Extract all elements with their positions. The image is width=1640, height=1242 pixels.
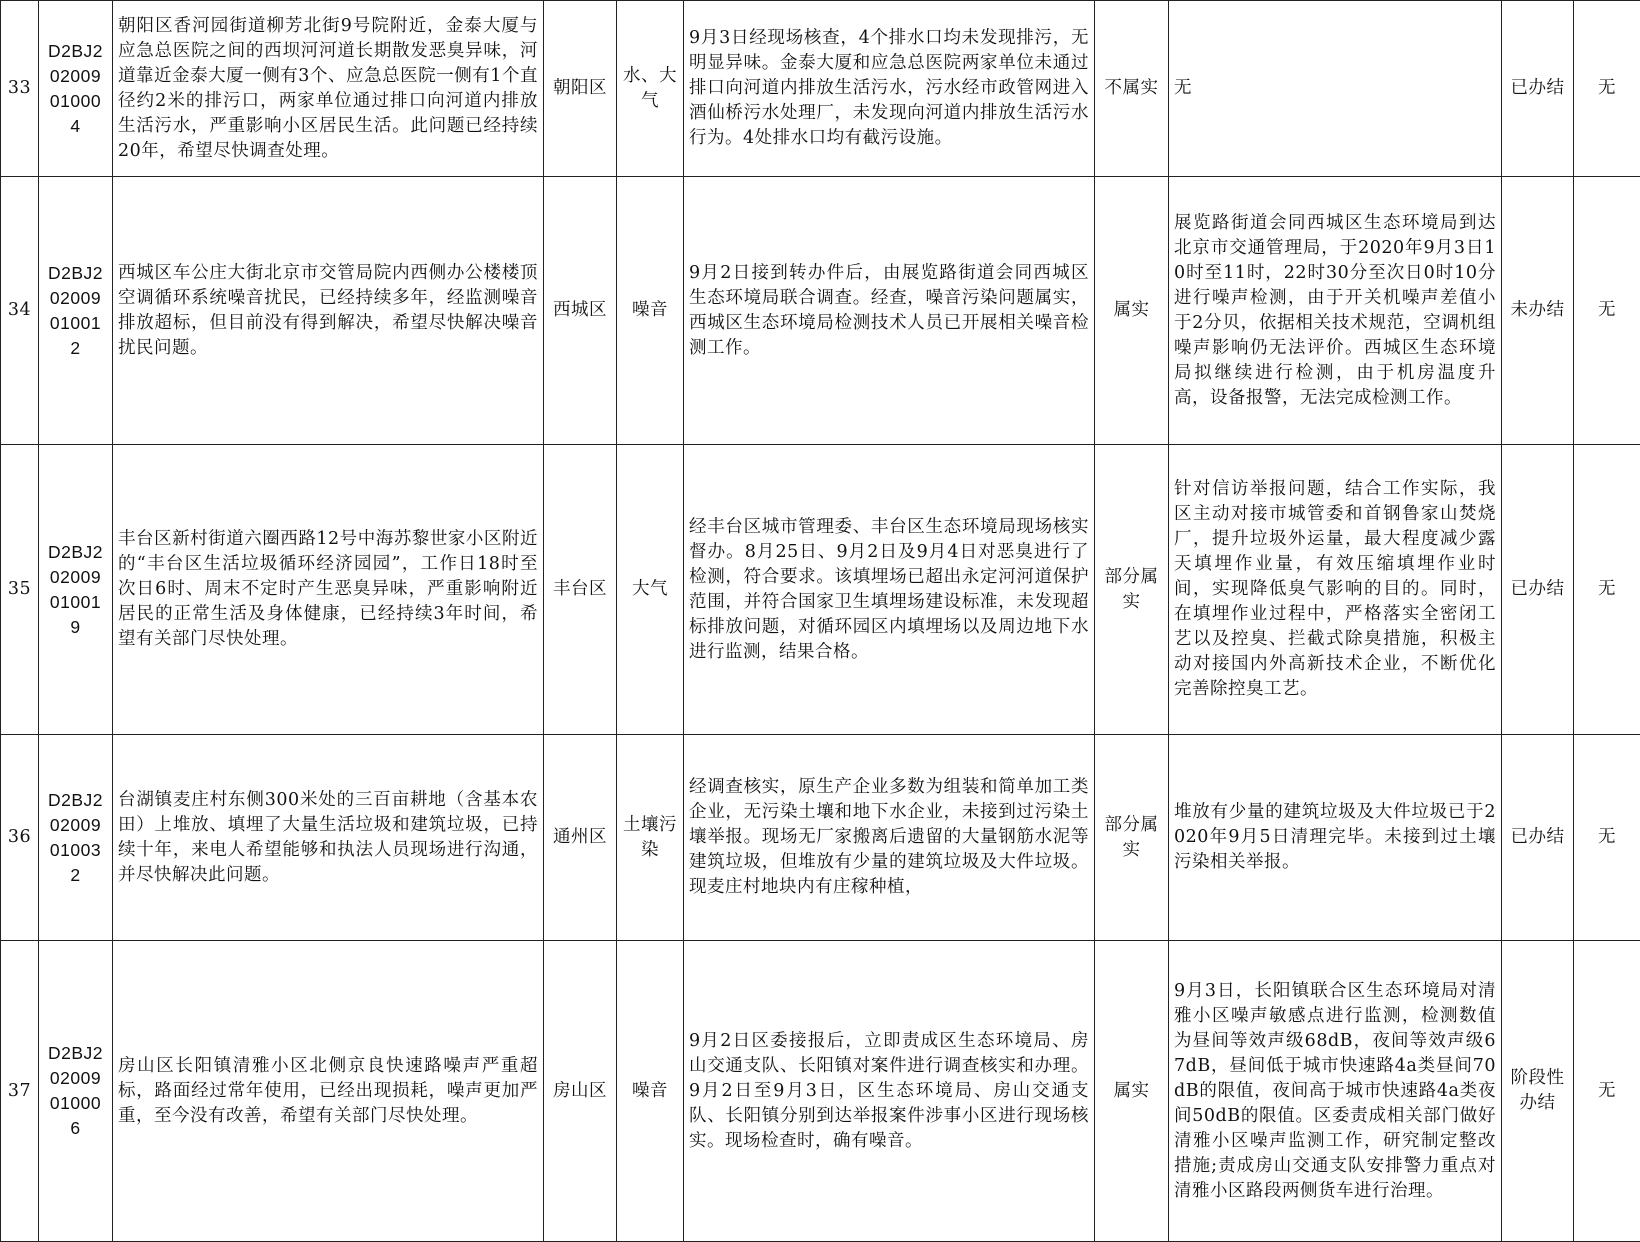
row-number: 34 (1, 177, 39, 445)
case-code-part: 01000 (44, 1091, 107, 1116)
rectification-cell: 9月3日，长阳镇联合区生态环境局对清雅小区噪声敏感点进行监测，检测数值为昼间等效声级68dB，夜间等效声级67dB，昼间低于城市快速路4a类昼间70dB的限值，夜间高于城市快速路4a类夜间50dB的限值。区委责成相关部门做好清雅小区噪声监测工作，研究制定整改措施;责成房山交通支队安排警力重点对清雅小区路段两侧货车进行治理。 (1169, 941, 1502, 1242)
rectification-cell: 无 (1169, 1, 1502, 177)
case-code-part: D2BJ2 (44, 788, 107, 813)
table-row (1, 1, 1640, 177)
status-cell: 已办结 (1502, 445, 1574, 735)
district-cell: 西城区 (544, 177, 617, 445)
status-cell: 已办结 (1502, 1, 1574, 177)
row-number: 36 (1, 735, 39, 941)
case-code-part: 01001 (44, 311, 107, 336)
row-number: 33 (1, 1, 39, 177)
district-cell: 通州区 (544, 735, 617, 941)
case-code-part: 02009 (44, 1066, 107, 1091)
investigation-findings: 经丰台区城市管理委、丰台区生态环境局现场核实督办。8月25日、9月2日及9月4日对恶臭进行了检测，符合要求。该填埋场已超出永定河河道保护范围，并符合国家卫生填埋场建设标准，未发现超标排放问题，对循环园区内填埋场以及周边地下水进行监测，结果合格。 (684, 445, 1095, 735)
case-code (39, 445, 113, 735)
accountability-cell: 无 (1574, 177, 1640, 445)
table-row (1, 445, 1640, 735)
pollution-type-cell: 水、大气 (617, 1, 684, 177)
table-row (1, 941, 1640, 1242)
case-code-part: 01001 (44, 590, 107, 615)
case-code-part: D2BJ2 (44, 39, 107, 64)
rectification-cell: 堆放有少量的建筑垃圾及大件垃圾已于2020年9月5日清理完毕。未接到过土壤污染相关举报。 (1169, 735, 1502, 941)
investigation-findings: 经调查核实，原生产企业多数为组装和简单加工类企业，无污染土壤和地下水企业，未接到过污染土壤举报。现场无厂家搬离后遗留的大量钢筋水泥等建筑垃圾，但堆放有少量的建筑垃圾及大件垃圾。现麦庄村地块内有庄稼种植， (684, 735, 1095, 941)
accountability-cell: 无 (1574, 1, 1640, 177)
pollution-type-cell: 土壤污染 (617, 735, 684, 941)
case-code-part: 2 (44, 863, 107, 888)
case-code-part: 9 (44, 615, 107, 640)
status-cell: 未办结 (1502, 177, 1574, 445)
complaint-description: 朝阳区香河园街道柳芳北街9号院附近，金泰大厦与应急总医院之间的西坝河河道长期散发恶臭异味，河道靠近金泰大厦一侧有3个、应急总医院一侧有1个直径约2米的排污口，两家单位通过排口向河道内排放生活污水，严重影响小区居民生活。此问题已经持续20年，希望尽快调查处理。 (113, 1, 544, 177)
case-code-part: D2BJ2 (44, 261, 107, 286)
case-code (39, 735, 113, 941)
case-code-part: 01003 (44, 838, 107, 863)
pollution-type-cell: 噪音 (617, 941, 684, 1242)
case-code (39, 941, 113, 1242)
case-code (39, 1, 113, 177)
table-row (1, 177, 1640, 445)
investigation-findings: 9月2日区委接报后，立即责成区生态环境局、房山交通支队、长阳镇对案件进行调查核实和办理。9月2日至9月3日，区生态环境局、房山交通支队、长阳镇分别到达举报案件涉事小区进行现场核实。现场检查时，确有噪音。 (684, 941, 1095, 1242)
case-code-part: 02009 (44, 64, 107, 89)
case-code-part: D2BJ2 (44, 540, 107, 565)
investigation-findings: 9月3日经现场核查，4个排水口均未发现排污，无明显异味。金泰大厦和应急总医院两家单位未通过排口向河道内排放生活污水，污水经市政管网进入酒仙桥污水处理厂，未发现向河道内排放生活污水行为。4处排水口均有截污设施。 (684, 1, 1095, 177)
verdict-cell: 属实 (1095, 177, 1169, 445)
case-code-part: 01000 (44, 89, 107, 114)
investigation-findings: 9月2日接到转办件后，由展览路街道会同西城区生态环境局联合调查。经查，噪音污染问题属实，西城区生态环境局检测技术人员已开展相关噪音检测工作。 (684, 177, 1095, 445)
complaint-description: 西城区车公庄大街北京市交管局院内西侧办公楼楼顶空调循环系统噪音扰民，已经持续多年，经监测噪音排放超标，但目前没有得到解决，希望尽快解决噪音扰民问题。 (113, 177, 544, 445)
status-cell: 已办结 (1502, 735, 1574, 941)
verdict-cell: 部分属实 (1095, 735, 1169, 941)
complaint-description: 台湖镇麦庄村东侧300米处的三百亩耕地（含基本农田）上堆放、填埋了大量生活垃圾和建筑垃圾，已持续十年，来电人希望能够和执法人员现场进行沟通，并尽快解决此问题。 (113, 735, 544, 941)
accountability-cell: 无 (1574, 735, 1640, 941)
case-code-part: 02009 (44, 565, 107, 590)
district-cell: 丰台区 (544, 445, 617, 735)
district-cell: 房山区 (544, 941, 617, 1242)
rectification-cell: 针对信访举报问题，结合工作实际，我区主动对接市城管委和首钢鲁家山焚烧厂，提升垃圾外运量，最大程度减少露天填埋作业量，有效压缩填埋作业时间，实现降低臭气影响的目的。同时，在填埋作业过程中，严格落实全密闭工艺以及控臭、拦截式除臭措施，积极主动对接国内外高新技术企业，不断优化完善除控臭工艺。 (1169, 445, 1502, 735)
case-code-part: 4 (44, 114, 107, 139)
pollution-type-cell: 噪音 (617, 177, 684, 445)
case-code-part: 02009 (44, 813, 107, 838)
complaint-description: 丰台区新村街道六圈西路12号中海苏黎世家小区附近的“丰台区生活垃圾循环经济园园”，工作日18时至次日6时、周末不定时产生恶臭异味，严重影响附近居民的正常生活及身体健康，已经持续3年时间，希望有关部门尽快处理。 (113, 445, 544, 735)
complaint-description: 房山区长阳镇清雅小区北侧京良快速路噪声严重超标，路面经过常年使用，已经出现损耗，噪声更加严重，至今没有改善，希望有关部门尽快处理。 (113, 941, 544, 1242)
district-cell: 朝阳区 (544, 1, 617, 177)
case-code-part: 2 (44, 336, 107, 361)
row-number: 35 (1, 445, 39, 735)
accountability-cell: 无 (1574, 445, 1640, 735)
case-code-part: 02009 (44, 286, 107, 311)
case-code-part: 6 (44, 1116, 107, 1141)
rectification-cell: 展览路街道会同西城区生态环境局到达北京市交通管理局，于2020年9月3日10时至11时，22时30分至次日0时10分进行噪声检测，由于开关机噪声差值小于2分贝，依据相关技术规范，空调机组噪声影响仍无法评价。西城区生态环境局拟继续进行检测，由于机房温度升高，设备报警，无法完成检测工作。 (1169, 177, 1502, 445)
case-code-part: D2BJ2 (44, 1041, 107, 1066)
pollution-type-cell: 大气 (617, 445, 684, 735)
row-number: 37 (1, 941, 39, 1242)
accountability-cell: 无 (1574, 941, 1640, 1242)
status-cell: 阶段性办结 (1502, 941, 1574, 1242)
case-code (39, 177, 113, 445)
table-row (1, 735, 1640, 941)
verdict-cell: 部分属实 (1095, 445, 1169, 735)
verdict-cell: 属实 (1095, 941, 1169, 1242)
verdict-cell: 不属实 (1095, 1, 1169, 177)
